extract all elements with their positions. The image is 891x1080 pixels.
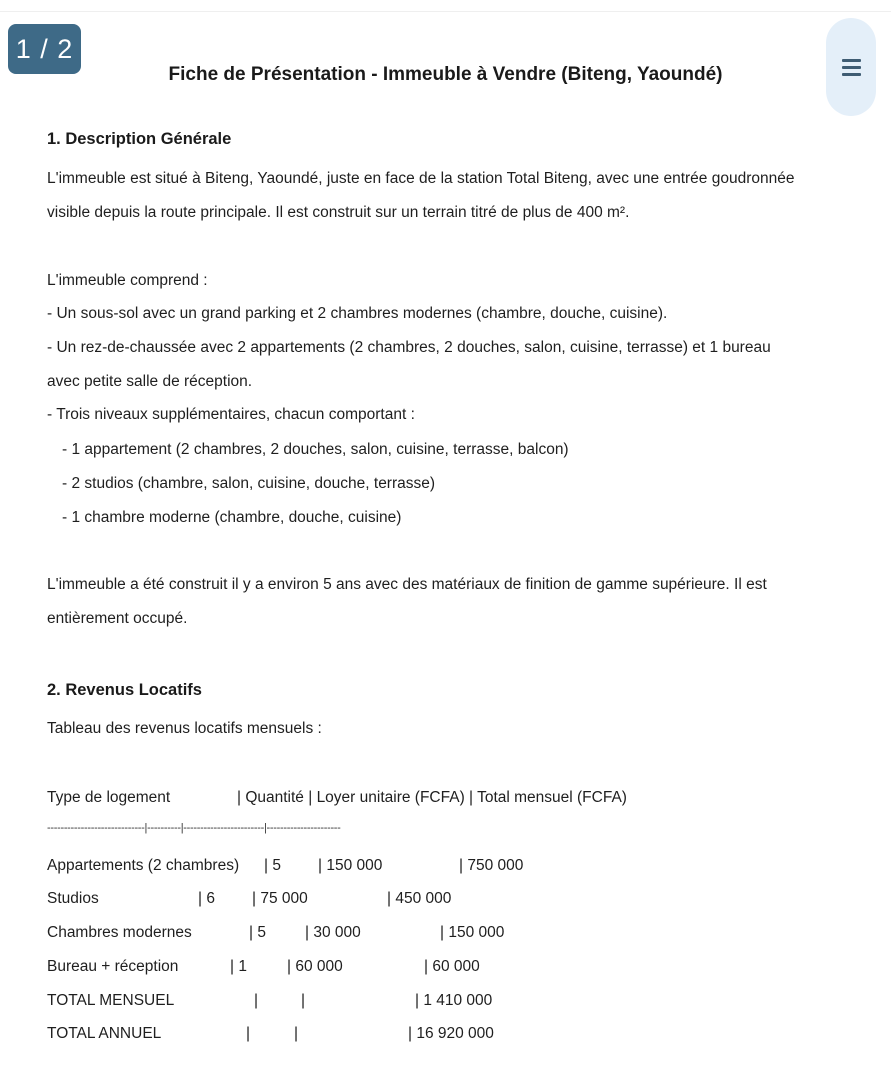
table-row-total: | 150 000 xyxy=(440,924,505,941)
list-item-continued: avec petite salle de réception. xyxy=(47,373,253,390)
page-indicator: 1 / 2 xyxy=(8,24,81,74)
table-header-columns: | Quantité | Loyer unitaire (FCFA) | Total mensuel (FCFA) xyxy=(237,789,627,806)
sub-list-item: - 1 appartement (2 chambres, 2 douches, salon, cuisine, terrasse, balcon) xyxy=(62,441,569,458)
table-row-rent: | 75 000 xyxy=(252,890,308,907)
sub-list-item: - 2 studios (chambre, salon, cuisine, douche, terrasse) xyxy=(62,475,436,492)
section2-heading: 2. Revenus Locatifs xyxy=(47,681,202,699)
table-caption: Tableau des revenus locatifs mensuels : xyxy=(47,720,322,737)
intro-line-1: L'immeuble est situé à Biteng, Yaoundé, juste en face de la station Total Biteng, avec une entrée goudronnée xyxy=(47,170,795,187)
table-row-quantity: | xyxy=(246,1025,251,1042)
table-row-rent: | xyxy=(301,992,306,1009)
list-item: - Trois niveaux supplémentaires, chacun comportant : xyxy=(47,406,415,423)
table-row-quantity: | 5 xyxy=(264,857,281,874)
table-row-total: | 16 920 000 xyxy=(408,1025,494,1042)
table-row-total: | 750 000 xyxy=(459,857,524,874)
table-header-type: Type de logement xyxy=(47,789,171,806)
table-row-type: Studios xyxy=(47,890,99,907)
intro-line-2: visible depuis la route principale. Il est construit sur un terrain titré de plus de 400 m². xyxy=(47,204,630,221)
table-row-quantity: | 1 xyxy=(230,958,247,975)
table-row-type: Chambres modernes xyxy=(47,924,192,941)
table-row-quantity: | 6 xyxy=(198,890,215,907)
document-title: Fiche de Présentation - Immeuble à Vendre (Biteng, Yaoundé) xyxy=(168,64,723,85)
section1-heading: 1. Description Générale xyxy=(47,130,232,148)
sub-list-item: - 1 chambre moderne (chambre, douche, cuisine) xyxy=(62,509,402,526)
list-item: - Un rez-de-chaussée avec 2 appartements (2 chambres, 2 douches, salon, cuisine, terrasse) et 1 bureau xyxy=(47,339,771,356)
closing-line-1: L'immeuble a été construit il y a environ 5 ans avec des matériaux de finition de gamme supérieure. Il est xyxy=(47,576,767,593)
closing-line-2: entièrement occupé. xyxy=(47,610,188,627)
list-item: - Un sous-sol avec un grand parking et 2 chambres modernes (chambre, douche, cuisine). xyxy=(47,305,668,322)
table-row-type: TOTAL MENSUEL xyxy=(47,992,175,1009)
table-row-type: Bureau + réception xyxy=(47,958,179,975)
table-row-rent: | 150 000 xyxy=(318,857,383,874)
table-row-total: | 60 000 xyxy=(424,958,480,975)
table-row-type: Appartements (2 chambres) xyxy=(47,857,240,874)
table-row-type: TOTAL ANNUEL xyxy=(47,1025,162,1042)
table-row-quantity: | 5 xyxy=(249,924,266,941)
table-row-rent: | 60 000 xyxy=(287,958,343,975)
table-row-total: | 1 410 000 xyxy=(415,992,493,1009)
comprend-label: L'immeuble comprend : xyxy=(47,272,208,289)
table-separator: -----------------------------|----------|------------------------|---------------------- xyxy=(47,822,341,834)
table-row-rent: | xyxy=(294,1025,299,1042)
top-divider xyxy=(0,11,891,12)
table-row-rent: | 30 000 xyxy=(305,924,361,941)
table-row-quantity: | xyxy=(254,992,259,1009)
table-row-total: | 450 000 xyxy=(387,890,452,907)
